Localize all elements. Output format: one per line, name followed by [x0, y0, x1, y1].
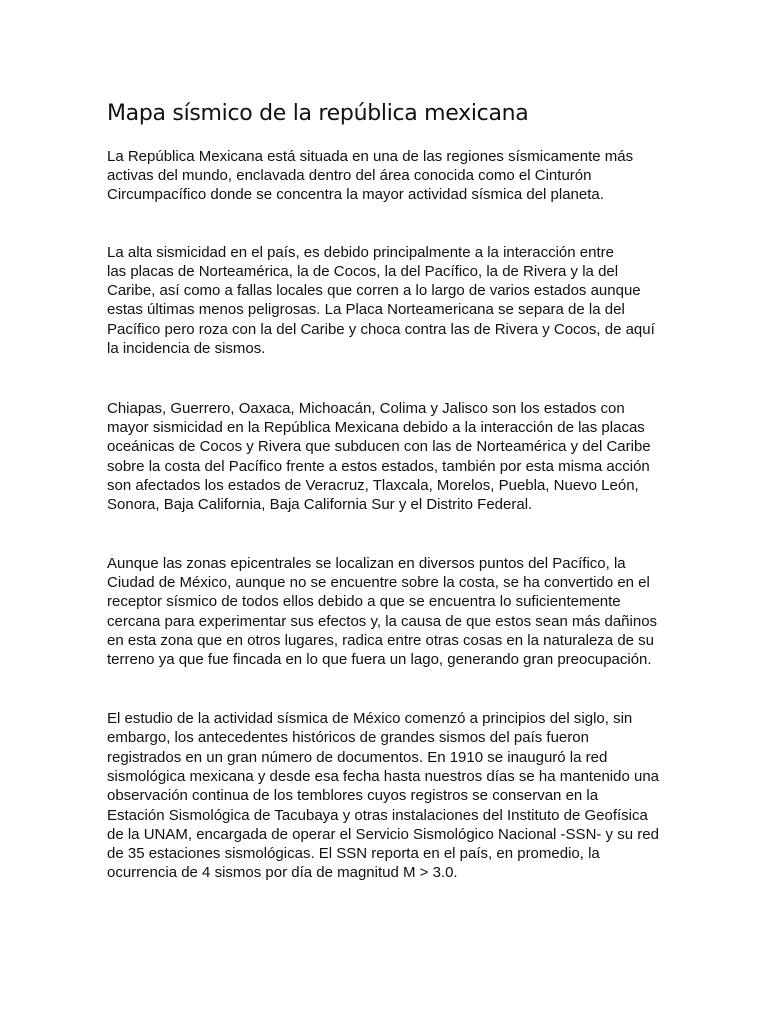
paragraph-3-line-2: mayor sismicidad en la República Mexicana debido a la interacción de las placas — [107, 419, 645, 436]
paragraph-4-line-3: receptor sísmico de todos ellos debido a que se encuentra lo suficientemente — [107, 593, 621, 610]
paragraph-5-line-5: observación continua de los temblores cuyos registros se conservan en la — [107, 787, 599, 804]
paragraph-1-line-2: activas del mundo, enclavada dentro del área conocida como el Cinturón — [107, 167, 592, 184]
paragraph-2-line-5: Pacífico pero roza con la del Caribe y choca contra las de Rivera y Cocos, de aquí — [107, 321, 655, 338]
paragraph-3-line-4: sobre la costa del Pacífico frente a estos estados, también por esta misma acción — [107, 458, 650, 475]
paragraph-5-line-1: El estudio de la actividad sísmica de México comenzó a principios del siglo, sin — [107, 710, 633, 727]
paragraph-5-line-6: Estación Sismológica de Tacubaya y otras instalaciones del Instituto de Geofísica — [107, 807, 648, 824]
paragraph-4-line-2: Ciudad de México, aunque no se encuentre sobre la costa, se ha convertido en el — [107, 574, 650, 591]
paragraph-5-line-9: ocurrencia de 4 sismos por día de magnitud M > 3.0. — [107, 864, 458, 881]
paragraph-2-line-1: La alta sismicidad en el país, es debido principalmente a la interacción entre — [107, 244, 614, 261]
paragraph-4-line-6: terreno ya que fue fincada en lo que fuera un lago, generando gran preocupación. — [107, 651, 652, 668]
paragraph-2-line-2: las placas de Norteamérica, la de Cocos, la del Pacífico, la de Rivera y la del — [107, 263, 619, 280]
document-title: Mapa sísmico de la república mexicana — [107, 101, 529, 126]
paragraph-5-line-4: sismológica mexicana y desde esa fecha hasta nuestros días se ha mantenido una — [107, 768, 659, 785]
paragraph-3-line-6: Sonora, Baja California, Baja California Sur y el Distrito Federal. — [107, 496, 533, 513]
paragraph-3-line-1: Chiapas, Guerrero, Oaxaca, Michoacán, Colima y Jalisco son los estados con — [107, 400, 625, 417]
paragraph-1-line-1: La República Mexicana está situada en una de las regiones sísmicamente más — [107, 148, 634, 165]
paragraph-3-line-3: oceánicas de Cocos y Rivera que subducen con las de Norteamérica y del Caribe — [107, 438, 651, 455]
paragraph-4-line-4: cercana para experimentar sus efectos y, la causa de que estos sean más dañinos — [107, 613, 658, 630]
paragraph-5-line-2: embargo, los antecedentes históricos de grandes sismos del país fueron — [107, 729, 589, 746]
paragraph-2-line-3: Caribe, así como a fallas locales que corren a lo largo de varios estados aunque — [107, 282, 641, 299]
paragraph-4-line-1: Aunque las zonas epicentrales se localizan en diversos puntos del Pacífico, la — [107, 555, 626, 572]
paragraph-1-line-3: Circumpacífico donde se concentra la mayor actividad sísmica del planeta. — [107, 186, 604, 203]
paragraph-2-line-6: la incidencia de sismos. — [107, 340, 266, 357]
paragraph-4-line-5: en esta zona que en otros lugares, radica entre otras cosas en la naturaleza de su — [107, 632, 655, 649]
paragraph-5-line-3: registrados en un gran número de documentos. En 1910 se inauguró la red — [107, 749, 608, 766]
paragraph-5-line-8: de 35 estaciones sismológicas. El SSN reporta en el país, en promedio, la — [107, 845, 600, 862]
paragraph-2-line-4: estas últimas menos peligrosas. La Placa Norteamericana se separa de la del — [107, 301, 625, 318]
paragraph-5-line-7: de la UNAM, encargada de operar el Servicio Sismológico Nacional -SSN- y su red — [107, 826, 659, 843]
paragraph-3-line-5: son afectados los estados de Veracruz, Tlaxcala, Morelos, Puebla, Nuevo León, — [107, 477, 639, 494]
